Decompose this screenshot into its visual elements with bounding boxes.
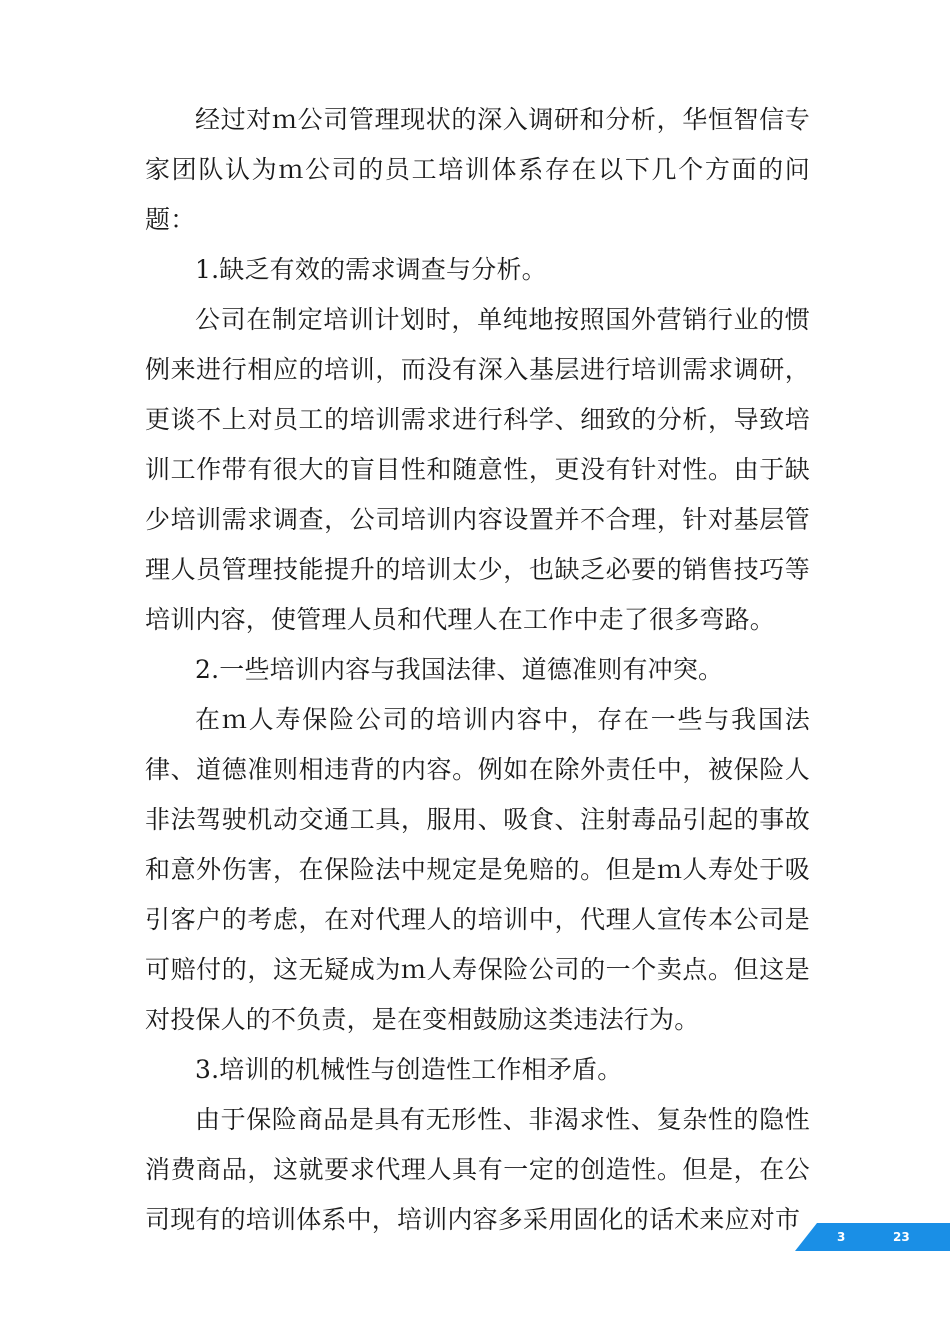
paragraph-point-1: 公司在制定培训计划时，单纯地按照国外营销行业的惯例来进行相应的培训，而没有深入基层进行培训需求调研，更谈不上对员工的培训需求进行科学、细致的分析，导致培训工作带有很大的盲目性和随意性，更没有针对性。由于缺少培训需求调查，公司培训内容设置并不合理，针对基层管理人员管理技能提升的培训太少，也缺乏必要的销售技巧等培训内容，使管理人员和代理人在工作中走了很多弯路。 xyxy=(145,305,810,634)
paragraph-point-3: 由于保险商品是具有无形性、非渴求性、复杂性的隐性消费商品，这就要求代理人具有一定的创造性。但是，在公司现有的培训体系中，培训内容多采用固化的话术来应对市 xyxy=(145,1105,810,1234)
heading-point-3: 3.培训的机械性与创造性工作相矛盾。 xyxy=(195,1055,623,1084)
paragraph-intro: 经过对ｍ公司管理现状的深入调研和分析，华恒智信专家团队认为ｍ公司的员工培训体系存在以下几个方面的问题： xyxy=(145,105,810,234)
heading-point-1: 1.缺乏有效的需求调查与分析。 xyxy=(195,255,547,284)
body-text xyxy=(145,95,810,1245)
paragraph-point-2: 在ｍ人寿保险公司的培训内容中，存在一些与我国法律、道德准则相违背的内容。例如在除外责任中，被保险人非法驾驶机动交通工具，服用、吸食、注射毒品引起的事故和意外伤害，在保险法中规定是免赔的。但是ｍ人寿处于吸引客户的考虑，在对代理人的培训中，代理人宣传本公司是可赔付的，这无疑成为ｍ人寿保险公司的一个卖点。但这是对投保人的不负责，是在变相鼓励这类违法行为。 xyxy=(145,705,810,1034)
heading-point-2: 2.一些培训内容与我国法律、道德准则有冲突。 xyxy=(195,655,724,684)
current-page-number: 3 xyxy=(837,1230,846,1244)
page-number-bar xyxy=(795,1223,950,1251)
total-page-count: 23 xyxy=(893,1230,910,1244)
